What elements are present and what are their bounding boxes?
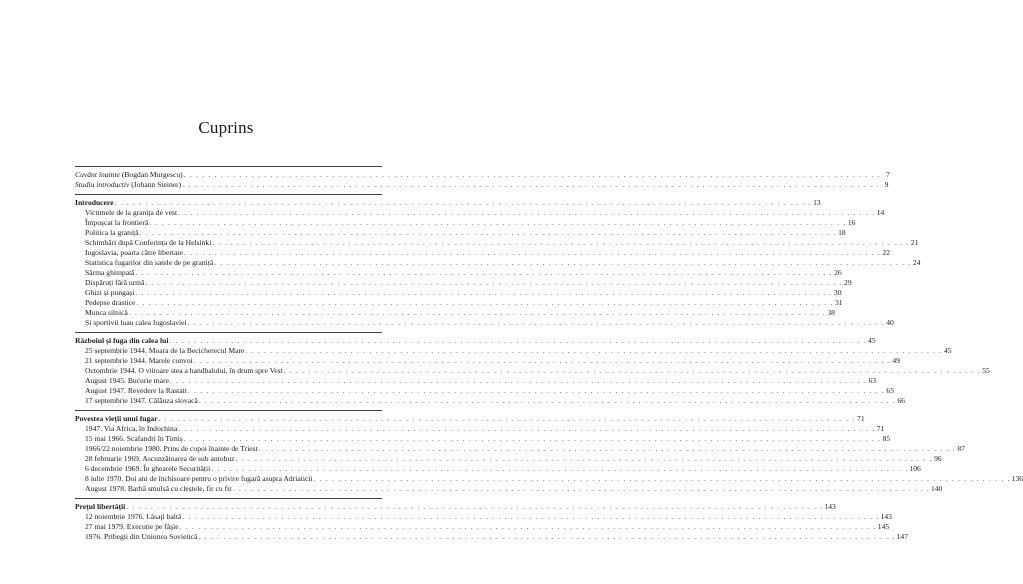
page-number: 65 — [886, 386, 895, 395]
page-number: 21 — [910, 238, 919, 247]
dot-leader: . . . . . . . . . . . . . . . . . . . . . . . . . . . . . . . . . . . . . . . . . . . . . . . . . . . . . . . . . . . . . . . . . . . . . . . . . . . . . . . . . . . . . . . . . . . . . . . . . . . . . . . . . . . . . . . . . — [139, 228, 837, 237]
entry-label: Și sportivii luau calea Iugoslaviei — [85, 318, 187, 327]
entry-label: Ghizi și pungași — [85, 288, 135, 297]
dot-leader: . . . . . . . . . . . . . . . . . . . . . . . . . . . . . . . . . . . . . . . . . . . . . . . . . . . . . . . . . . . . . . . . . . . . . . . . . . . . . . . . . . . . . . . . . . . . . . . . . . . . . . . . . . . . . . . . . — [158, 414, 856, 423]
toc-entry — [75, 288, 842, 298]
page-number: 31 — [834, 298, 843, 307]
page-number: 71 — [876, 424, 885, 433]
toc-entry — [75, 396, 905, 406]
entry-label: Introducere — [75, 198, 114, 207]
front-matter-block — [75, 167, 890, 194]
entry-label: Pedepse drastice — [85, 298, 136, 307]
entry-label: August 1945. Bucurie mare — [85, 376, 169, 385]
dot-leader: . . . . . . . . . . . . . . . . . . . . . . . . . . . . . . . . . . . . . . . . . . . . . . . . . . . . . . . . . . . . . . . . . . . . . . . . . . . . . . . . . . . . . . . . . . . . . . . . . . . . . . . . . . . . . . . . . — [212, 238, 910, 247]
toc-entry — [75, 366, 990, 376]
page-number: 66 — [897, 396, 905, 405]
toc-entry — [75, 218, 856, 228]
entry-label: Sârma ghimpată — [85, 268, 135, 277]
entry-label: Munca silnică — [85, 308, 128, 317]
entry-label: Povestea vieții unui fugar — [75, 414, 158, 423]
page-number: 96 — [934, 454, 942, 463]
entry-label: Iugoslavia, poarta către libertate — [85, 248, 183, 257]
page-number: 26 — [834, 268, 842, 277]
entry-label: 8 iulie 1970. Doi ani de închisoare pentru o privire fugară asupra Adriaticii — [85, 474, 313, 483]
entry-label: August 1978. Barbă smulsă cu cleștele, fir cu fir — [85, 484, 232, 493]
entry-label: 27 mai 1979. Execuție pe fâșie — [85, 522, 179, 531]
dot-leader: . . . . . . . . . . . . . . . . . . . . . . . . . . . . . . . . . . . . . . . . . . . . . . . . . . . . . . . . . . . . . . . . . . . . . . . . . . . . . . . . . . . . . . . . . . . . . . . . . . . . . . . . . . . . . . . . . — [313, 474, 1011, 483]
toc-entry — [75, 298, 843, 308]
entry-label-author: (Bogdan Murgescu) — [119, 170, 183, 179]
toc-entry — [75, 522, 890, 532]
toc-entry — [75, 454, 942, 464]
toc-entry — [75, 208, 885, 218]
page-number: 63 — [868, 376, 877, 385]
toc-entry — [75, 356, 900, 366]
entry-label: Victimele de la granița de vest — [85, 208, 178, 217]
entry-label: August 1947. Revedere la Rastatt — [85, 386, 187, 395]
dot-leader: . . . . . . . . . . . . . . . . . . . . . . . . . . . . . . . . . . . . . . . . . . . . . . . . . . . . . . . . . . . . . . . . . . . . . . . . . . . . . . . . . . . . . . . . . . . . . . . . . . . . . . . . . . . . . . . . . — [114, 198, 812, 207]
toc-entry — [75, 258, 921, 268]
toc-section-heading — [75, 336, 876, 346]
entry-label: Războiul și fuga din calea lui — [75, 336, 169, 345]
page-number: 40 — [886, 318, 894, 327]
toc-entry — [75, 376, 877, 386]
entry-label: 28 februarie 1969. Ascunzătoarea de sub autobuz — [85, 454, 235, 463]
toc-entry — [75, 532, 908, 542]
toc-front-entry — [75, 170, 890, 180]
dot-leader: . . . . . . . . . . . . . . . . . . . . . . . . . . . . . . . . . . . . . . . . . . . . . . . . . . . . . . . . . . . . . . . . . . . . . . . . . . . . . . . . . . . . . . . . . . . . . . . . . . . . . . . . . . . . . . . . . — [169, 376, 868, 385]
toc-entry — [75, 434, 891, 444]
dot-leader: . . . . . . . . . . . . . . . . . . . . . . . . . . . . . . . . . . . . . . . . . . . . . . . . . . . . . . . . . . . . . . . . . . . . . . . . . . . . . . . . . . . . . . . . . . . . . . . . . . . . . . . . . . . . . . . . . — [169, 336, 867, 345]
entry-label: 21 septembrie 1944. Marele convoi — [85, 356, 193, 365]
toc-entry — [75, 228, 846, 238]
page-number: 106 — [909, 464, 921, 473]
page-number: 18 — [838, 228, 846, 237]
dot-leader: . . . . . . . . . . . . . . . . . . . . . . . . . . . . . . . . . . . . . . . . . . . . . . . . . . . . . . . . . . . . . . . . . . . . . . . . . . . . . . . . . . . . . . . . . . . . . . . . . . . . . . . . . . . . . . . . . — [235, 454, 933, 463]
page-number: 30 — [833, 288, 842, 297]
toc-entry — [75, 484, 943, 494]
entry-label: 17 septembrie 1947. Călăuza slovacă — [85, 396, 198, 405]
page-number: 49 — [892, 356, 900, 365]
page-number: 22 — [882, 248, 890, 257]
page-number: 85 — [882, 434, 891, 443]
dot-leader: . . . . . . . . . . . . . . . . . . . . . . . . . . . . . . . . . . . . . . . . . . . . . . . . . . . . . . . . . . . . . . . . . . . . . . . . . . . . . . . . . . . . . . . . . . . . . . . . . . . . . . . . . . . . . . . . . — [245, 346, 943, 355]
toc-entry — [75, 346, 952, 356]
toc-entry — [75, 318, 894, 328]
toc-entry — [75, 474, 1023, 484]
page-number: 9 — [884, 180, 889, 189]
dot-leader: . . . . . . . . . . . . . . . . . . . . . . . . . . . . . . . . . . . . . . . . . . . . . . . . . . . . . . . . . . . . . . . . . . . . . . . . . . . . . . . . . . . . . . . . . . . . . . . . . . . . . . . . . . . . . . . . . — [183, 170, 881, 179]
dot-leader: . . . . . . . . . . . . . . . . . . . . . . . . . . . . . . . . . . . . . . . . . . . . . . . . . . . . . . . . . . . . . . . . . . . . . . . . . . . . . . . . . . . . . . . . . . . . . . . . . . . . . . . . . . . . . . . . . — [178, 424, 876, 433]
page-number: 38 — [827, 308, 835, 317]
page-number: 14 — [876, 208, 885, 217]
toc-section — [75, 499, 908, 546]
entry-label — [75, 170, 183, 180]
toc-entry — [75, 464, 921, 474]
dot-leader: . . . . . . . . . . . . . . . . . . . . . . . . . . . . . . . . . . . . . . . . . . . . . . . . . . . . . . . . . . . . . . . . . . . . . . . . . . . . . . . . . . . . . . . . . . . . . . . . . . . . . . . . . . . . . . . . . — [187, 318, 885, 327]
entry-label: Politica la graniță — [85, 228, 139, 237]
toc-entry — [75, 444, 965, 454]
dot-leader: . . . . . . . . . . . . . . . . . . . . . . . . . . . . . . . . . . . . . . . . . . . . . . . . . . . . . . . . . . . . . . . . . . . . . . . . . . . . . . . . . . . . . . . . . . . . . . . . . . . . . . . . . . . . . . . . . — [135, 268, 833, 277]
page-title: Cuprins — [198, 118, 254, 137]
toc-entry — [75, 386, 895, 396]
dot-leader: . . . . . . . . . . . . . . . . . . . . . . . . . . . . . . . . . . . . . . . . . . . . . . . . . . . . . . . . . . . . . . . . . . . . . . . . . . . . . . . . . . . . . . . . . . . . . . . . . . . . . . . . . . . . . . . . . — [135, 288, 833, 297]
dot-leader: . . . . . . . . . . . . . . . . . . . . . . . . . . . . . . . . . . . . . . . . . . . . . . . . . . . . . . . . . . . . . . . . . . . . . . . . . . . . . . . . . . . . . . . . . . . . . . . . . . . . . . . . . . . . . . . . . — [145, 278, 843, 287]
toc-entry — [75, 308, 835, 318]
toc-entry — [75, 278, 852, 288]
dot-leader: . . . . . . . . . . . . . . . . . . . . . . . . . . . . . . . . . . . . . . . . . . . . . . . . . . . . . . . . . . . . . . . . . . . . . . . . . . . . . . . . . . . . . . . . . . . . . . . . . . . . . . . . . . . . . . . . . — [178, 208, 876, 217]
page-number: 16 — [847, 218, 856, 227]
page-number: 24 — [912, 258, 921, 267]
page-number: 7 — [886, 170, 890, 179]
dot-leader: . . . . . . . . . . . . . . . . . . . . . . . . . . . . . . . . . . . . . . . . . . . . . . . . . . . . . . . . . . . . . . . . . . . . . . . . . . . . . . . . . . . . . . . . . . . . . . . . . . . . . . . . . . . . . . . . . — [126, 502, 824, 511]
toc-section — [75, 333, 990, 410]
entry-label: 25 septembrie 1944. Moara de la Becicherecul Mare — [85, 346, 245, 355]
entry-label: Dispăruți fără urmă — [85, 278, 145, 287]
dot-leader: . . . . . . . . . . . . . . . . . . . . . . . . . . . . . . . . . . . . . . . . . . . . . . . . . . . . . . . . . . . . . . . . . . . . . . . . . . . . . . . . . . . . . . . . . . . . . . . . . . . . . . . . . . . . . . . . . — [283, 366, 981, 375]
dot-leader: . . . . . . . . . . . . . . . . . . . . . . . . . . . . . . . . . . . . . . . . . . . . . . . . . . . . . . . . . . . . . . . . . . . . . . . . . . . . . . . . . . . . . . . . . . . . . . . . . . . . . . . . . . . . . . . . . — [182, 180, 880, 189]
page-number: 45 — [943, 346, 952, 355]
page-number: 147 — [896, 532, 908, 541]
dot-leader: . . . . . . . . . . . . . . . . . . . . . . . . . . . . . . . . . . . . . . . . . . . . . . . . . . . . . . . . . . . . . . . . . . . . . . . . . . . . . . . . . . . . . . . . . . . . . . . . . . . . . . . . . . . . . . . . . — [182, 512, 880, 521]
page-number: 145 — [877, 522, 890, 531]
dot-leader: . . . . . . . . . . . . . . . . . . . . . . . . . . . . . . . . . . . . . . . . . . . . . . . . . . . . . . . . . . . . . . . . . . . . . . . . . . . . . . . . . . . . . . . . . . . . . . . . . . . . . . . . . . . . . . . . . — [149, 218, 847, 227]
toc-entry — [75, 248, 890, 258]
entry-label: 6 decembrie 1969. În ghearele Securității — [85, 464, 211, 473]
page-number: 71 — [857, 414, 865, 423]
table-of-contents — [75, 166, 1023, 546]
page-number: 45 — [868, 336, 876, 345]
page-number: 136 — [1011, 474, 1023, 483]
dot-leader: . . . . . . . . . . . . . . . . . . . . . . . . . . . . . . . . . . . . . . . . . . . . . . . . . . . . . . . . . . . . . . . . . . . . . . . . . . . . . . . . . . . . . . . . . . . . . . . . . . . . . . . . . . . . . . . . . — [183, 434, 882, 443]
dot-leader: . . . . . . . . . . . . . . . . . . . . . . . . . . . . . . . . . . . . . . . . . . . . . . . . . . . . . . . . . . . . . . . . . . . . . . . . . . . . . . . . . . . . . . . . . . . . . . . . . . . . . . . . . . . . . . . . . — [211, 464, 909, 473]
toc-entry — [75, 238, 919, 248]
entry-label: Prețul libertății — [75, 502, 126, 511]
toc-entry — [75, 512, 892, 522]
entry-label: 1966/22 noiembrie 1980. Prins de copoi înainte de Triest — [85, 444, 258, 453]
page-number: 55 — [982, 366, 990, 375]
toc-section-heading — [75, 198, 821, 208]
dot-leader: . . . . . . . . . . . . . . . . . . . . . . . . . . . . . . . . . . . . . . . . . . . . . . . . . . . . . . . . . . . . . . . . . . . . . . . . . . . . . . . . . . . . . . . . . . . . . . . . . . . . . . . . . . . . . . . . . — [136, 298, 834, 307]
dot-leader: . . . . . . . . . . . . . . . . . . . . . . . . . . . . . . . . . . . . . . . . . . . . . . . . . . . . . . . . . . . . . . . . . . . . . . . . . . . . . . . . . . . . . . . . . . . . . . . . . . . . . . . . . . . . . . . . . — [198, 532, 896, 541]
toc-section — [75, 195, 921, 332]
entry-label: 15 mai 1966. Scafandri în Timiș — [85, 434, 183, 443]
entry-label: 1976. Pribegii din Uniunea Sovietică — [85, 532, 198, 541]
toc-section — [75, 411, 1023, 498]
page-number: 140 — [930, 484, 943, 493]
dot-leader: . . . . . . . . . . . . . . . . . . . . . . . . . . . . . . . . . . . . . . . . . . . . . . . . . . . . . . . . . . . . . . . . . . . . . . . . . . . . . . . . . . . . . . . . . . . . . . . . . . . . . . . . . . . . . . . . . — [193, 356, 891, 365]
entry-label-italic: Studiu introductiv — [75, 180, 130, 189]
page-number: 29 — [844, 278, 852, 287]
dot-leader: . . . . . . . . . . . . . . . . . . . . . . . . . . . . . . . . . . . . . . . . . . . . . . . . . . . . . . . . . . . . . . . . . . . . . . . . . . . . . . . . . . . . . . . . . . . . . . . . . . . . . . . . . . . . . . . . . — [187, 386, 886, 395]
dot-leader: . . . . . . . . . . . . . . . . . . . . . . . . . . . . . . . . . . . . . . . . . . . . . . . . . . . . . . . . . . . . . . . . . . . . . . . . . . . . . . . . . . . . . . . . . . . . . . . . . . . . . . . . . . . . . . . . . — [179, 522, 877, 531]
entry-label: Schimbări după Conferința de la Helsinki — [85, 238, 212, 247]
dot-leader: . . . . . . . . . . . . . . . . . . . . . . . . . . . . . . . . . . . . . . . . . . . . . . . . . . . . . . . . . . . . . . . . . . . . . . . . . . . . . . . . . . . . . . . . . . . . . . . . . . . . . . . . . . . . . . . . . — [214, 258, 912, 267]
entry-label: Octombrie 1944. O viitoare stea a handbalului, în drum spre Vest — [85, 366, 283, 375]
page-number: 13 — [813, 198, 821, 207]
entry-label — [75, 180, 181, 190]
toc-section-heading — [75, 414, 865, 424]
dot-leader: . . . . . . . . . . . . . . . . . . . . . . . . . . . . . . . . . . . . . . . . . . . . . . . . . . . . . . . . . . . . . . . . . . . . . . . . . . . . . . . . . . . . . . . . . . . . . . . . . . . . . . . . . . . . . . . . . — [232, 484, 930, 493]
toc-entry — [75, 424, 885, 434]
entry-label: 1947. Via Africa, în Indochina — [85, 424, 178, 433]
entry-label-author: (Johann Steiner) — [129, 180, 182, 189]
dot-leader: . . . . . . . . . . . . . . . . . . . . . . . . . . . . . . . . . . . . . . . . . . . . . . . . . . . . . . . . . . . . . . . . . . . . . . . . . . . . . . . . . . . . . . . . . . . . . . . . . . . . . . . . . . . . . . . . . — [258, 444, 956, 453]
toc-section-heading — [75, 502, 836, 512]
page-number: 143 — [824, 502, 836, 511]
dot-leader: . . . . . . . . . . . . . . . . . . . . . . . . . . . . . . . . . . . . . . . . . . . . . . . . . . . . . . . . . . . . . . . . . . . . . . . . . . . . . . . . . . . . . . . . . . . . . . . . . . . . . . . . . . . . . . . . . — [183, 248, 881, 257]
page-number: 87 — [957, 444, 965, 453]
dot-leader: . . . . . . . . . . . . . . . . . . . . . . . . . . . . . . . . . . . . . . . . . . . . . . . . . . . . . . . . . . . . . . . . . . . . . . . . . . . . . . . . . . . . . . . . . . . . . . . . . . . . . . . . . . . . . . . . . — [198, 396, 896, 405]
dot-leader: . . . . . . . . . . . . . . . . . . . . . . . . . . . . . . . . . . . . . . . . . . . . . . . . . . . . . . . . . . . . . . . . . . . . . . . . . . . . . . . . . . . . . . . . . . . . . . . . . . . . . . . . . . . . . . . . . — [128, 308, 826, 317]
entry-label: Împușcat la frontieră — [85, 218, 149, 227]
toc-entry — [75, 268, 842, 278]
entry-label: 12 noiembrie 1976. Lăsați baltă — [85, 512, 182, 521]
entry-label: Statistica fugarilor din satele de pe graniță — [85, 258, 214, 267]
toc-front-entry — [75, 180, 889, 190]
page-number: 143 — [880, 512, 892, 521]
entry-label-italic: Cuvânt înainte — [75, 170, 120, 179]
